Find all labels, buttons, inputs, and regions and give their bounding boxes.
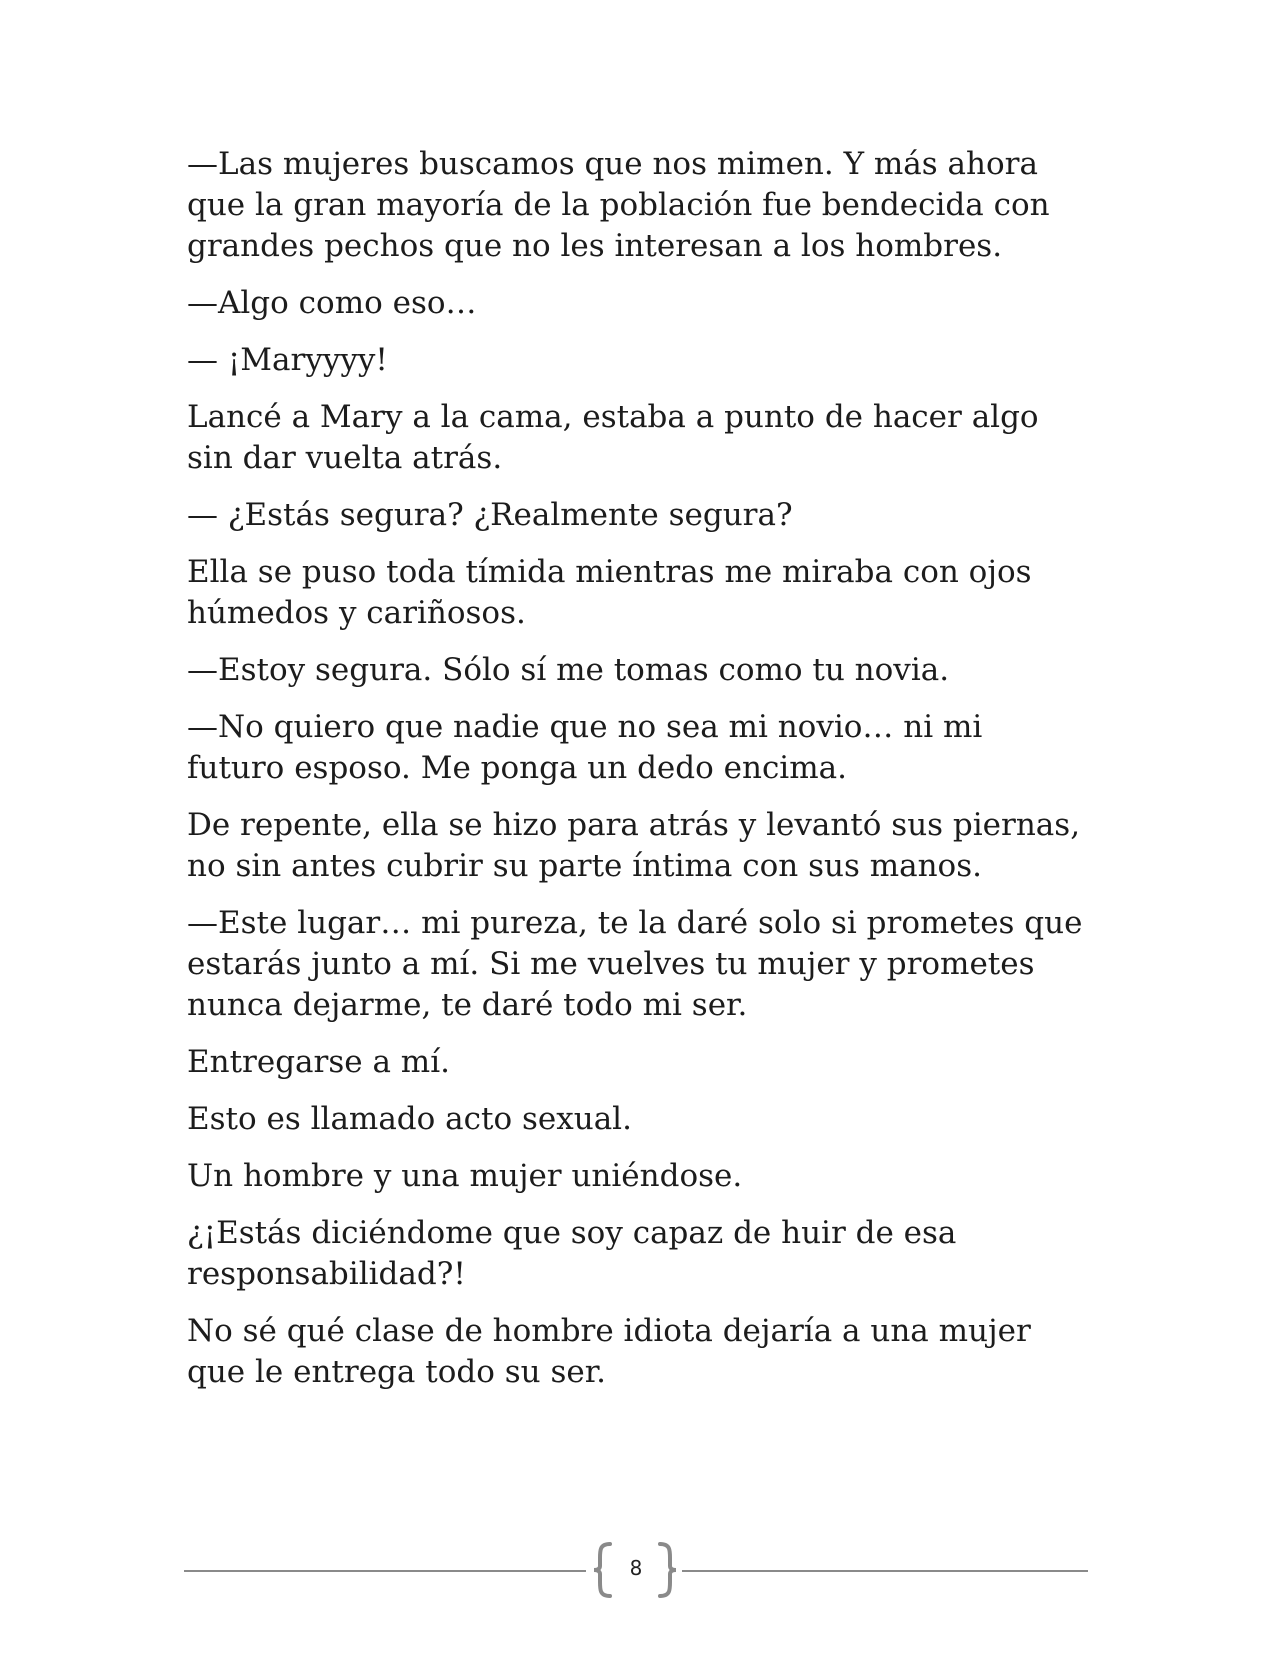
paragraph: Esto es llamado acto sexual. — [187, 1101, 632, 1137]
paragraph: ¿¡Estás diciéndome que soy capaz de huir de esa responsabilidad?! — [187, 1215, 957, 1292]
paragraph: —Este lugar… mi pureza, te la daré solo si prometes que estarás junto a mí. Si me vuelves tu mujer y prometes nunca dejarme, te daré todo mi ser. — [187, 905, 1083, 1023]
paragraph: Ella se puso toda tímida mientras me miraba con ojos húmedos y cariñosos. — [187, 554, 1032, 631]
body-text — [187, 144, 1087, 1409]
right-brace-icon — [652, 1540, 682, 1600]
paragraph: Entregarse a mí. — [187, 1044, 450, 1080]
paragraph: —Las mujeres buscamos que nos mimen. Y más ahora que la gran mayoría de la población fue bendecida con grandes pechos que no les interesan a los hombres. — [187, 146, 1050, 264]
footer-rule-right — [682, 1570, 1088, 1572]
page-number: 8 — [629, 1556, 643, 1580]
footer-rule-left — [184, 1570, 586, 1572]
paragraph: — ¿Estás segura? ¿Realmente segura? — [187, 497, 793, 533]
paragraph: Lancé a Mary a la cama, estaba a punto de hacer algo sin dar vuelta atrás. — [187, 399, 1039, 476]
paragraph: —Estoy segura. Sólo sí me tomas como tu novia. — [187, 652, 950, 688]
paragraph: —No quiero que nadie que no sea mi novio… ni mi futuro esposo. Me ponga un dedo encima. — [187, 709, 983, 786]
paragraph: No sé qué clase de hombre idiota dejaría a una mujer que le entrega todo su ser. — [187, 1313, 1031, 1390]
paragraph: De repente, ella se hizo para atrás y levantó sus piernas, no sin antes cubrir su parte íntima con sus manos. — [187, 807, 1081, 884]
paragraph: —Algo como eso… — [187, 285, 477, 321]
paragraph: — ¡Maryyyy! — [187, 342, 388, 378]
left-brace-icon — [588, 1540, 618, 1600]
paragraph: Un hombre y una mujer uniéndose. — [187, 1158, 743, 1194]
page-footer — [184, 1540, 1088, 1600]
